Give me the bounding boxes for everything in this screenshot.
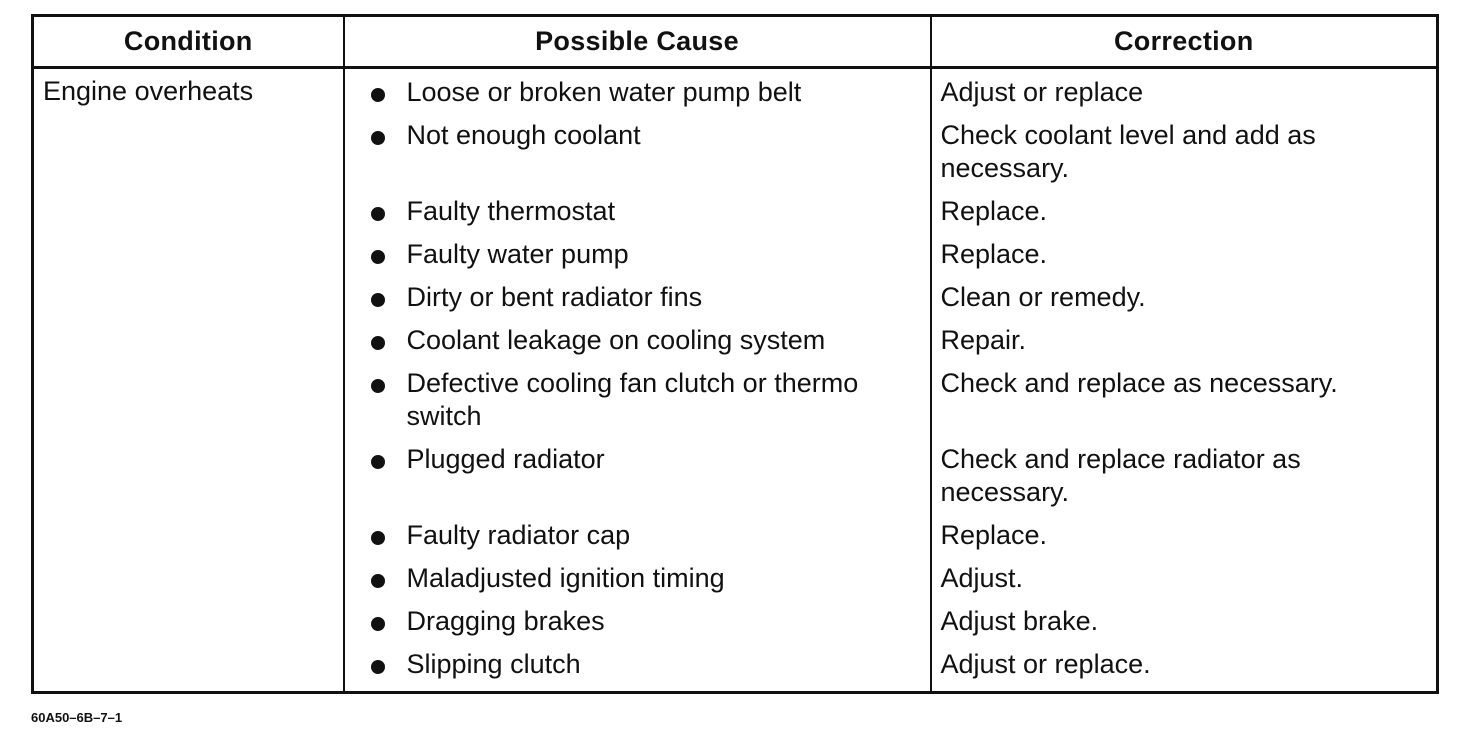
correction-item: Replace. [940, 239, 1048, 269]
correction-item: Repair. [940, 325, 1027, 355]
correction-column [931, 68, 1438, 693]
correction-item: Adjust. [940, 563, 1024, 593]
bullet-icon [371, 660, 385, 674]
cause-text: Not enough coolant [406, 120, 641, 150]
correction-item: Check and replace as necessary. [940, 368, 1338, 398]
header-possible-cause: Possible Cause [344, 16, 931, 68]
bullet-icon [371, 617, 385, 631]
cause-text: Dragging brakes [406, 606, 605, 636]
header-condition: Condition [33, 16, 344, 68]
cause-list [345, 69, 930, 691]
troubleshooting-table [31, 14, 1439, 694]
cause-item [345, 119, 930, 195]
figure-code: 60A50–6B–7–1 [31, 710, 123, 725]
cause-item [345, 238, 930, 281]
cause-item [345, 195, 930, 238]
cause-item [345, 519, 930, 562]
bullet-icon [371, 574, 385, 588]
correction-item: Adjust brake. [940, 606, 1099, 636]
cause-item [345, 367, 930, 443]
bullet-icon [371, 207, 385, 221]
bullet-icon [371, 88, 385, 102]
bullet-icon [371, 250, 385, 264]
cause-text: Faulty radiator cap [406, 520, 631, 550]
bullet-icon [371, 336, 385, 350]
cause-text: Faulty thermostat [406, 196, 616, 226]
header-row [33, 16, 1438, 68]
cause-item [345, 324, 930, 367]
condition-cell: Engine overheats [33, 68, 344, 693]
bullet-icon [371, 379, 385, 393]
correction-item: Clean or remedy. [940, 282, 1146, 312]
cause-text: Faulty water pump [406, 239, 629, 269]
cause-text: Coolant leakage on cooling system [406, 325, 826, 355]
cause-item [345, 443, 930, 519]
correction-item: Adjust or replace. [940, 649, 1151, 679]
cause-text: Dirty or bent radiator fins [406, 282, 703, 312]
correction-item: Check and replace radiator as necessary. [940, 444, 1301, 507]
cause-text: Loose or broken water pump belt [406, 77, 802, 107]
cause-item [345, 605, 930, 648]
correction-list [932, 69, 1437, 691]
cause-item [345, 648, 930, 691]
cause-text: Maladjusted ignition timing [406, 563, 725, 593]
bullet-icon [371, 131, 385, 145]
bullet-icon [371, 455, 385, 469]
table-row [33, 68, 1438, 693]
cause-text: Defective cooling fan clutch or thermo switch [406, 368, 859, 431]
cause-text: Slipping clutch [406, 649, 581, 679]
cause-column [344, 68, 931, 693]
correction-item: Adjust or replace [940, 77, 1144, 107]
bullet-icon [371, 531, 385, 545]
correction-item: Replace. [940, 196, 1048, 226]
cause-item [345, 281, 930, 324]
bullet-icon [371, 293, 385, 307]
correction-item: Replace. [940, 520, 1048, 550]
header-correction: Correction [931, 16, 1438, 68]
correction-item: Check coolant level and add as necessary. [940, 120, 1316, 183]
cause-item [345, 76, 930, 119]
cause-text: Plugged radiator [406, 444, 605, 474]
cause-item [345, 562, 930, 605]
